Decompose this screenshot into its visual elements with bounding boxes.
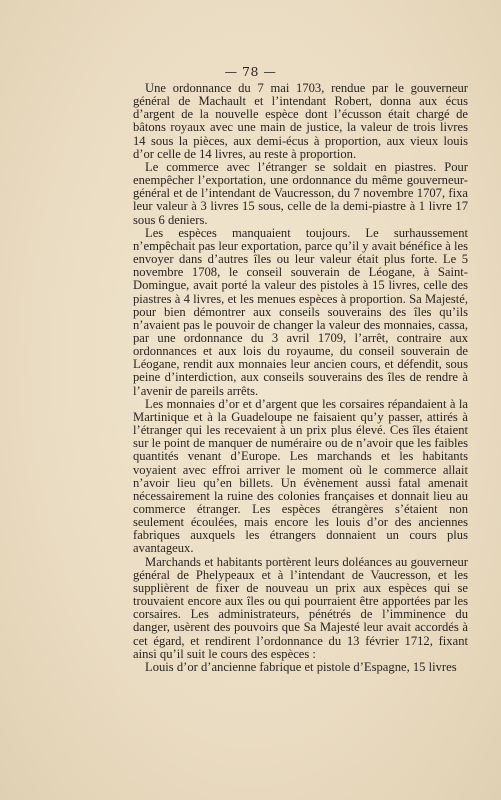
- paragraph-especes-manquaient: Les espèces manquaient toujours. Le surhaussement n’empêchait pas leur exportation, parce qu’il y avait bénéfice à les envoyer dans d’autres îles ou leur valeur était plus forte. Le 5 novembre 1708, le conseil souverain de Léogane, à Saint-Domingue, avait porté la valeur des pistoles à 15 livres, celle des piastres à 4 livres, et les menues espèces à proportion. Sa Majesté, pour bien démontrer aux conseils souverains des îles qu’ils n’avaient pas le pouvoir de changer la valeur des monnaies, cassa, par une ordonnance du 3 avril 1709, l’arrêt, contraire aux ordonnances et aux lois du royaume, du conseil souverain de Léogane, rendit aux monnaies leur ancien cours, et défendit, sous peine d’interdiction, aux conseils souverains des îles de rendre à l’avenir de pareils arrêts.: [133, 225, 468, 398]
- paragraph-monnaies-corsaires: Les monnaies d’or et d’argent que les corsaires répandaient à la Martinique et à la Guadeloupe ne faisaient qu’y passer, attirés à l’étranger qui les recevaient à un prix plus élevé. Ces îles étaient sur le point de manquer de numéraire ou de n’avoir que les faibles quantités venant d’Europe. Les marchands et les habitants voyaient avec effroi arriver le moment où le commerce allait n’avoir lieu qu’en billets. Un évènement aussi fatal amenait nécessairement la ruine des colonies françaises et donnait lieu au commerce étranger. Les espèces étrangères s’étaient non seulement écoulées, mais encore les louis d’or des anciennes fabriques auxquels les étrangers donnaient un cours plus avantageux.: [133, 396, 468, 556]
- paragraph-marchands-habitants: Marchands et habitants portèrent leurs doléances au gouverneur général de Phelypeaux et à l’intendant de Vaucresson, et les supplièrent de fixer de nouveau un prix aux espèces qui se trouvaient encore aux îles ou qui pourraient être apportées par les corsaires. Les administrateurs, pénétrés de l’imminence du danger, usèrent des pouvoirs que Sa Majesté leur avait accordés à cet égard, et rendirent l’ordonnance du 13 février 1712, fixant ainsi qu’il suit le cours des espèces :: [133, 554, 468, 661]
- paragraph-ordonnance-1703: Une ordonnance du 7 mai 1703, rendue par le gouverneur général de Machault et l’intendant Robert, donna aux écus d’argent de la nouvelle espèce dont l’écusson était chargé de bâtons royaux avec une main de justice, la valeur de trois livres 14 sous la pièces, aux demi-écus à proportion, aux vieux louis d’or celle de 14 livres, au reste à proportion.: [133, 81, 468, 161]
- paragraph-louis-dor: Louis d’or d’ancienne fabrique et pistole d’Espagne, 15 livres: [145, 659, 457, 674]
- page-number: — 78 —: [224, 64, 277, 79]
- body-text: [133, 82, 468, 674]
- paragraph-commerce-piastres: Le commerce avec l’étranger se soldait en piastres. Pour enempêcher l’exportation, une ordonnance du même gouverneur-général et de l’intendant de Vaucresson, du 7 novembre 1707, fixa leur valeur à 3 livres 15 sous, celle de la demi-piastre à 1 livre 17 sous 6 deniers.: [133, 159, 468, 227]
